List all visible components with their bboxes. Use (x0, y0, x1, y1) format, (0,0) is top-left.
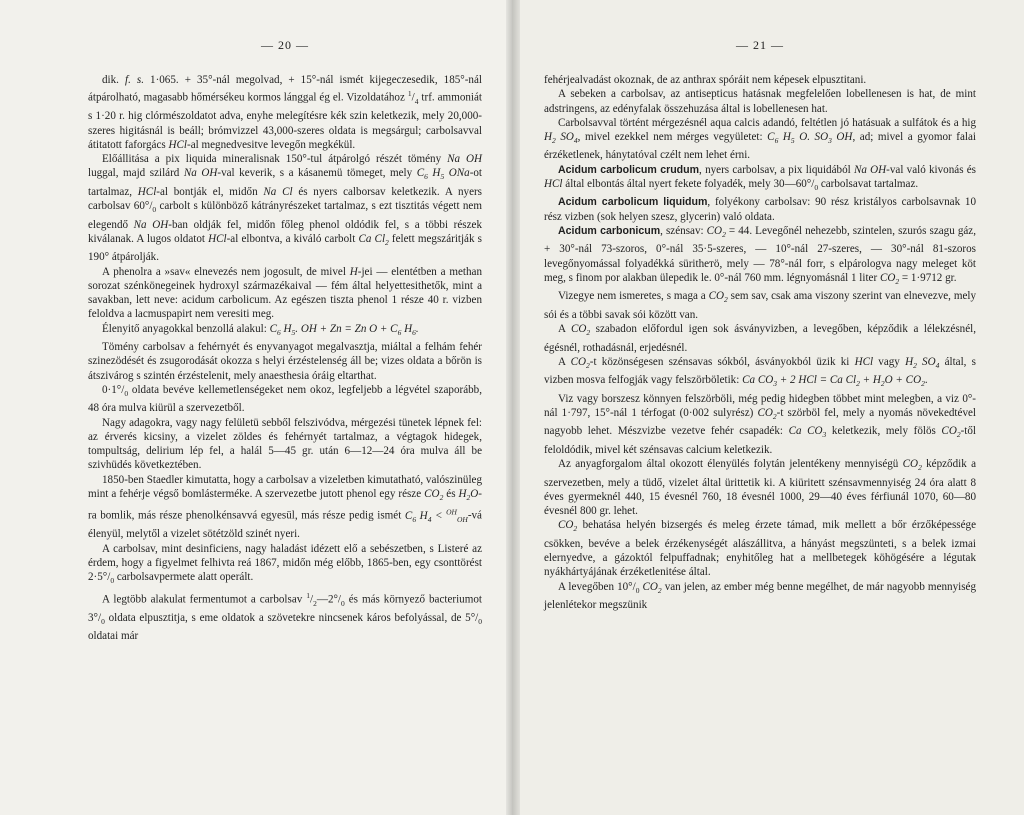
paragraph: dik. f. s. 1·065. + 35°-nál megolvad, + 15°-nál ismét kijegeczesedik, 185°-nál átpárolható, magasabb hőmérsékeu kormos lánggal ég el. Vizoldatához $^1/_4$ trf. ammoniát s 1·20 r. hig clórmészoldatot adva, enyhe melegítésre kék szin keletkezik, mely 20,000-szeres higitásnál is beáll; brómvizzel 43,000-szeres oldata is megsárgul; carbolsavval átitatott faforgács HCl-al megnedvesitve levegőn megkékül. (88, 74, 483, 151)
paragraph: A $CO_2$ szabadon előfordul igen sok ásványvizben, a levegőben, képződik a lélekzésnél, égésnél, rothadásnál, erjedésnél. (544, 323, 976, 354)
paragraph: Nagy adagokra, vagy nagy felületü sebből felszivódva, mérgezési tünetek lépnek fel: az érverés kicsiny, a vizelet zöldes és fehérnyét tartalmaz, a végtagok hidegek, tompultság, delirium lép fel, a halál 5—45 gr. után 6—12—24 óra mulva áll be szivhüdés következtében. (88, 416, 482, 472)
page-text (544, 73, 976, 612)
paragraph: Az anyagforgalom által okozott élenyülés folytán jelentékeny mennyiségü $CO_2$ képződik a szervezetben, mely a tüdő, vizelet által ürittetik ki. A kiüritett szénsavmennyiség 24 óra alatt 8 éves gyermeknél 440, 15 évesnél 760, 18 évesnél 1000, 29—40 éves férfiunál 1070, 60—80 évesnél 800 gr. lehet. (544, 458, 976, 518)
paragraph: Viz vagy borszesz könnyen felszörböli, még pedig hidegben többet mint melegben, a viz 0°-nál 1·797, 15°-nál 1 térfogat (0·002 sulyrész) $CO_2-t$ szörböl fel, mely a nyomás növekedtével nagyobb lehet. Mészvizbe vezetve fehér csapadék: Ca $CO_3$ keletkezik, mely fölös $CO_2$-től feloldódik, mivel két szénsavas calcium keletkezik. (544, 392, 976, 456)
paragraph: $0\cdot 1^\circ/_0$ oldata bevéve kellemetlenségeket nem okoz, legfeljebb a légvétel szaporább, 48 óra mulva kiürül a szervezetből. (88, 383, 482, 415)
paragraph: A legtöbb alakulat fermentumot a carbolsav $^1/_2—2^\circ/_0$ és más környező bacteriumot $3^\circ/_0$ oldata elpusztitja, s eme oldatok a szövetekre nincsenek káros befolyással, de $5^\circ/_0$ oldatai már (88, 590, 482, 643)
paragraph: Előállitása a pix liquida mineralisnak 150°-tul átpárolgó részét tömény Na OH luggal, majd szilárd Na OH-val keverik, s a kásanemü tömeget, mely $C_6$ $H_5$ ONa-ot tartalmaz, HCl-al bontják el, midőn Na Cl és nyers calborsav keletkezik. A nyers carbolsav $60^\circ/_0$ carbolt s különböző kátrányrészeket tartalmaz, s ezt tisztitás végett nem elegendő Na OH-ban oldják fel, midőn főleg phenol oldódik fel, s a többi részek kiválanak. A lugos oldatot HCl-al elbontva, a kiváló carbolt Ca $Cl_2$ felett megszáritják s 190° átpárolják. (88, 153, 483, 264)
paragraph: Acidum carbolicum crudum, nyers carbolsav, a pix liquidából Na OH-val való kivonás és HCl által elbontás által nyert fekete folyadék, mely $30—60^\circ/_0$ carbolsavat tartalmaz. (544, 163, 976, 193)
paragraph: Tömény carbolsav a fehérnyét és enyvanyagot megalvasztja, miáltal a felhám fehér szinezödését és zsugorodását okozza s helyi érzéstelenség áll be; vizes oldata a bőrön is átszivárog s szintén érzéstelenit, mely anaesthesia óráig eltarthat. (88, 341, 482, 382)
paragraph: Acidum carbolicum liquidum, folyékony carbolsav: 90 rész kristályos carbolsavnak 10 rész vizben (sok helyen szesz, glycerin) való oldata. (544, 196, 976, 223)
book-gutter (506, 0, 520, 815)
page-number: — 20 — (261, 38, 309, 52)
paragraph: A carbolsav, mint desinficiens, nagy haladást idézett elő a sebészetben, s Listeré az érdem, hogy a figyelmet felhivta reá 1867, midőn még előbb, 1865-ben, egy csonttörést $2\cdot 5^\circ/_0$ carbolsavpermete alatt operált. (88, 542, 482, 586)
paragraph: Acidum carbonicum, szénsav: $CO_2 = 44$. Levegőnél nehezebb, szintelen, szurós szagu gáz, + 30°-nál 73-szoros, 0°-nál 35·5-szeres, — 10°-nál 27-szeres, — 30°-nál 81-szoros levegőnyomással folyadékká süritheтö, mely — 78°-nál forr, s elpárologva nagy meleget köt meg, s finom por alakban ülepedik le. 0°-nál 760 mm. légnyomásnál 1 liter $CO_2 = 1\cdot 9712$ gr. (544, 224, 976, 287)
paragraph: A sebeken a carbolsav, az antisepticus hatásnak megfelelően lobellenesen is hat, de mint adstringens, az edényfalak összehuzása által is lobellenesen hat. (544, 88, 976, 115)
page-text (88, 73, 482, 643)
paragraph: $CO_2$ behatása helyén bizsergés és meleg érzete támad, mik mellett a bőr érzőképessége csökken, bevéve a belek érzékenységét alászállitva, a hányást megszünteti, s a belek izmai elernyedve, a gázoktól felpuffadnak; enyhitőleg hat a mellbetegek köhögésére a légutak nyákhártyájának érzéketlenitése által. (544, 519, 976, 579)
right-page (512, 0, 1024, 815)
paragraph: A phenolra a »sav« elnevezés nem jogosult, de mivel H-jei — elentétben a methan sorozat szénkönegeinek hydroxyl származékaival — fém által helyettesithetők, mint a savakban, lett neve: acidum carbolicum. Az egészen tiszta phenol 1 része 40 r. vizben feloldva a lacmuspapirt nem veresiti meg. (88, 265, 483, 321)
paragraph: A $CO_2-t$ közönségesen szénsavas sókból, ásványokból üzik ki HCl vagy $H_2$ $SO_4$ által, s vizben mosva felfogják vagy felszörböletik: Ca $CO_3 + 2$ HCl = Ca $Cl_2 + H_2O + CO_2$. (544, 355, 976, 389)
paragraph: Élenyitő anyagokkal benzollá alakul: $C_6$ $H_5$. OH + Zn = Zn $O + C_6$ $H_6$. (102, 322, 419, 337)
paragraph: Vizegye nem ismeretes, s maga a $CO_2$ sem sav, csak ama viszony szerint van elnevezve, mely sói és a többi savak sói között van. (544, 290, 976, 321)
paragraph: A levegőben $10^\circ/_0$ $CO_2$ van jelen, az ember még benne megélhet, de már nagyobb mennyiség jelenlétekor megszünik (544, 580, 976, 612)
page-number: — 21 — (736, 38, 784, 52)
paragraph: fehérjealvadást okoznak, de az anthrax spóráit nem képesek elpusztitani. (544, 74, 867, 86)
paragraph: 1850-ben Staedler kimutatta, hogy a carbolsav a vizeletben kimutatható, valószinüleg mint a fehérje végső bomlásterméke. A szervezetbe jutott phenol egy része $CO_2$ és $H_2O-ra$ bomlik, más része phenolkénsavvá egyesül, más része pedig ismét $C_6$ $H_4$ < $^{OH}_{OH}$-vá élenyül, melytől a vizelet sötétzöld szinét nyeri. (88, 473, 482, 541)
paragraph: Carbolsavval történt mérgezésnél aqua calcis adandó, feltétlen jó hatásuak a sulfátok és a hig $H_2$ $SO_4$, mivel ezekkel nem mérges vegyületet: $C_6$ $H_5$ O. $SO_3$ OH, ad; mivel a gyomor falai érzéketlenek, hánytatóval czélt nem lehet érni. (544, 116, 976, 162)
